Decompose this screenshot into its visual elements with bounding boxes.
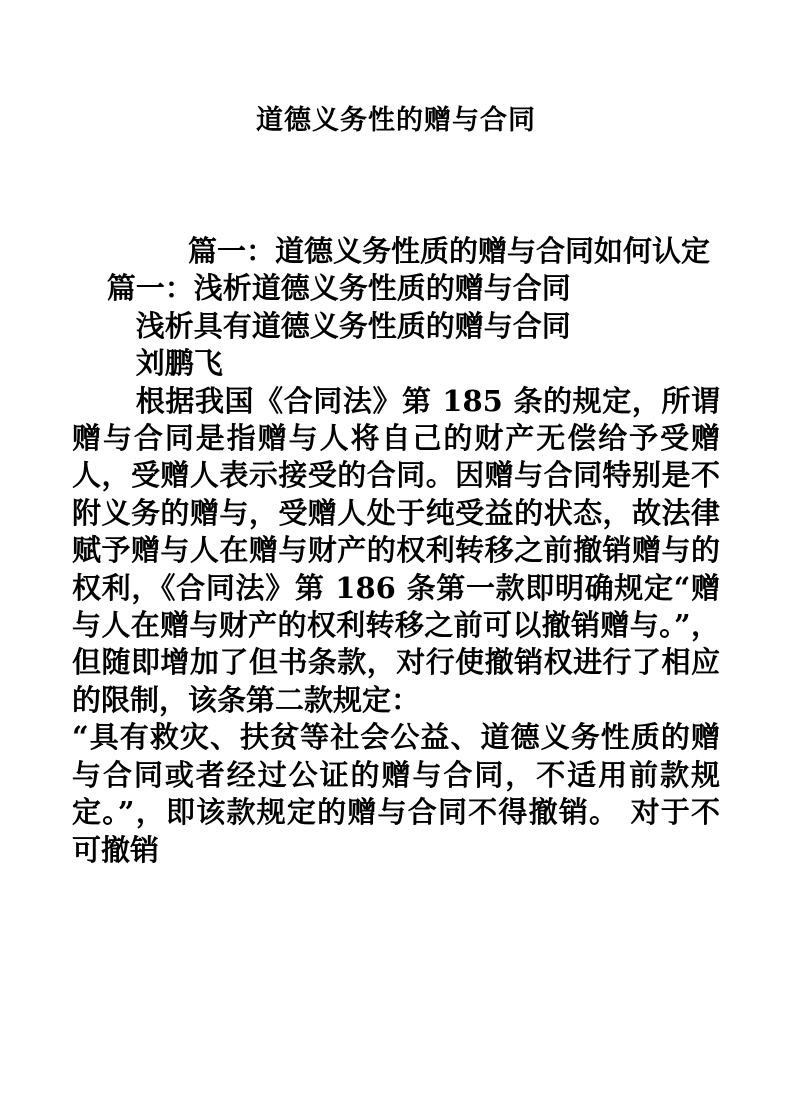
- paragraph: 篇一：浅析道德义务性质的赠与合同: [106, 271, 571, 306]
- paragraph: 刘鹏飞: [135, 346, 223, 381]
- paragraph: “具有救灾、扶贫等社会公益、道德义务性质的赠与合同或者经过公证的赠与合同，不适用前款规定。”，即该款规定的赠与合同不得撤销。 对于不可撤销: [72, 720, 720, 867]
- document-body: [0, 233, 792, 869]
- page-title: 道德义务性的赠与合同: [256, 105, 536, 136]
- paragraph: 篇一：道德义务性质的赠与合同如何认定: [188, 234, 711, 268]
- paragraph: 浅析具有道德义务性质的赠与合同: [135, 308, 571, 343]
- paragraph: 根据我国《合同法》第 185 条的规定，所谓赠与合同是指赠与人将自己的财产无偿给予受赠人，受赠人表示接受的合同。因赠与合同特别是不附义务的赠与，受赠人处于纯受益的状态，故法律赋予赠与人在赠与财产的权利转移之前撤销赠与的权利，《合同法》第 186 条第一款即明确规定“赠与人在赠与财产的权利转移之前可以撤销赠与。”，但随即增加了但书条款，对行使撤销权进行了相应的限制，该条第二款规定：: [72, 383, 720, 717]
